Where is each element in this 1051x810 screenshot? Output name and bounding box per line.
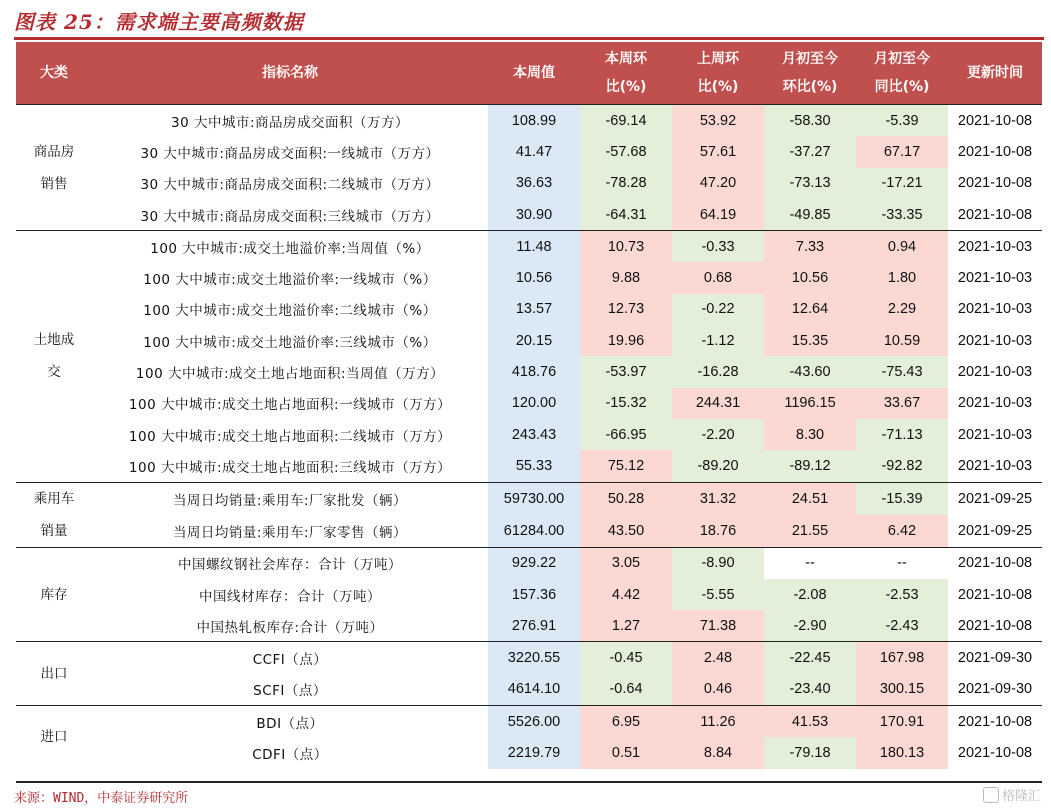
indicator-name-cell: 中国热轧板库存:合计（万吨）: [196, 619, 384, 636]
update-date-cell: 2021-10-08: [948, 547, 1042, 579]
header-mtd-yoy-line1: 月初至今: [874, 51, 930, 67]
category-cell: [16, 231, 92, 482]
update-date-cell: 2021-09-25: [948, 482, 1042, 515]
current-value-cell: 61284.00: [488, 515, 580, 548]
mtd-mom-cell: -58.30: [764, 105, 856, 137]
category-label: 乘用车: [33, 490, 75, 507]
update-date-cell: 2021-10-08: [957, 586, 1033, 603]
wow-change-cell: -69.14: [580, 105, 672, 137]
mtd-mom-cell: 21.55: [764, 515, 856, 548]
update-date-cell: 2021-10-03: [957, 395, 1033, 412]
wow-change-cell: -57.68: [580, 136, 672, 167]
current-value-cell: 36.63: [488, 168, 580, 199]
prev-week-change-cell: -89.20: [672, 450, 764, 482]
indicator-name-cell: 100 大中城市:成交土地占地面积:三线城市（万方）: [128, 459, 452, 476]
mtd-yoy-cell: 33.67: [856, 388, 948, 419]
mtd-yoy-cell: --: [856, 547, 948, 579]
mtd-mom-cell: -2.90: [764, 610, 856, 642]
mtd-yoy-cell: -71.13: [856, 419, 948, 450]
table-row: [16, 547, 1042, 579]
mtd-yoy-cell: -92.82: [856, 450, 948, 482]
indicator-name-cell: CDFI（点）: [252, 746, 328, 763]
header-wow-line2: 比(%): [605, 79, 647, 95]
indicator-name-cell: 当周日均销量:乘用车:厂家批发（辆）: [92, 482, 488, 515]
watermark-text: 格隆汇: [1001, 789, 1041, 804]
indicator-name-cell: 30 大中城市:商品房成交面积:三线城市（万方）: [140, 208, 440, 225]
current-value-cell: 243.43: [488, 419, 580, 450]
current-value-cell: 2219.79: [488, 737, 580, 768]
watermark: [983, 785, 1041, 804]
indicator-name-cell: BDI（点）: [92, 706, 488, 738]
prev-week-change-cell: 53.92: [672, 105, 764, 137]
prev-week-change-cell: 0.68: [672, 262, 764, 293]
update-date-cell: 2021-10-08: [957, 175, 1033, 192]
mtd-yoy-cell: 167.98: [856, 642, 948, 674]
update-date-cell: 2021-09-25: [957, 522, 1033, 539]
table-row: [16, 136, 1042, 167]
table-header-row: [16, 42, 1042, 105]
indicator-name-cell: 100 大中城市:成交土地溢价率:当周值（%）: [92, 231, 488, 263]
source-note: 来源：WIND，中泰证券研究所: [14, 791, 189, 806]
prev-week-change-cell: 244.31: [672, 388, 764, 419]
prev-week-change-cell: 8.84: [672, 737, 764, 768]
mtd-mom-cell: 7.33: [764, 231, 856, 263]
header-mtd-mom-line1: 月初至今: [782, 51, 838, 67]
wow-change-cell: 3.05: [580, 547, 672, 579]
header-current: 本周值: [488, 42, 580, 105]
category-label: 销量: [40, 522, 68, 539]
category-cell: [16, 706, 92, 769]
mtd-yoy-cell: 180.13: [856, 737, 948, 768]
mtd-yoy-cell: 67.17: [856, 136, 948, 167]
update-date-cell: 2021-10-08: [948, 105, 1042, 137]
wow-change-cell: 43.50: [580, 515, 672, 548]
current-value-cell: 157.36: [488, 579, 580, 610]
mtd-mom-cell: -2.08: [764, 579, 856, 610]
table-row: [16, 450, 1042, 482]
prev-week-change-cell: -8.90: [672, 547, 764, 579]
mtd-yoy-cell: -2.43: [856, 610, 948, 642]
category-cell: [16, 547, 92, 642]
current-value-cell: 929.22: [488, 547, 580, 579]
indicator-name-cell: 中国螺纹钢社会库存：合计（万吨）: [92, 547, 488, 579]
update-date-cell: 2021-10-08: [948, 706, 1042, 738]
current-value-cell: 55.33: [488, 450, 580, 482]
current-value-cell: 10.56: [488, 262, 580, 293]
table-row: [16, 579, 1042, 610]
prev-week-change-cell: -1.12: [672, 325, 764, 356]
indicator-name-cell: 30 大中城市:商品房成交面积:二线城市（万方）: [140, 177, 440, 194]
table-row: [16, 231, 1042, 263]
prev-week-change-cell: 0.46: [672, 674, 764, 706]
indicator-name-cell: 当周日均销量:乘用车:厂家零售（辆）: [172, 524, 408, 541]
wow-change-cell: -64.31: [580, 199, 672, 231]
prev-week-change-cell: 2.48: [672, 642, 764, 674]
table-row: [16, 356, 1042, 387]
mtd-mom-cell: 24.51: [764, 482, 856, 515]
wow-change-cell: 9.88: [580, 262, 672, 293]
current-value-cell: 11.48: [488, 231, 580, 263]
wow-change-cell: 1.27: [580, 610, 672, 642]
header-indicator: 指标名称: [92, 42, 488, 105]
current-value-cell: 3220.55: [488, 642, 580, 674]
mtd-mom-cell: -79.18: [764, 737, 856, 768]
current-value-cell: 13.57: [488, 294, 580, 325]
mtd-yoy-cell: 1.80: [856, 262, 948, 293]
update-date-cell: 2021-10-03: [957, 457, 1033, 474]
update-date-cell: 2021-09-30: [948, 642, 1042, 674]
header-mtd-mom: [764, 42, 856, 105]
mtd-mom-cell: -43.60: [764, 356, 856, 387]
indicator-name-cell: 30 大中城市:商品房成交面积:一线城市（万方）: [140, 145, 440, 162]
table-row: [16, 105, 1042, 137]
update-date-cell: 2021-10-03: [957, 364, 1033, 381]
mtd-mom-cell: -49.85: [764, 199, 856, 231]
header-mtd-yoy: [856, 42, 948, 105]
header-wow-line1: 本周环: [605, 51, 647, 67]
prev-week-change-cell: 18.76: [672, 515, 764, 548]
category-cell: [16, 105, 92, 231]
wow-change-cell: 4.42: [580, 579, 672, 610]
title-underline: [14, 37, 1044, 40]
category-cell: [16, 482, 92, 547]
update-date-cell: 2021-10-08: [957, 206, 1033, 223]
table-row: [16, 262, 1042, 293]
header-mtd-mom-line2: 环比(%): [782, 79, 838, 95]
wow-change-cell: 0.51: [580, 737, 672, 768]
indicator-name-cell: 100 大中城市:成交土地占地面积:当周值（万方）: [135, 366, 445, 383]
prev-week-change-cell: 64.19: [672, 199, 764, 231]
table-row: [16, 168, 1042, 199]
current-value-cell: 59730.00: [488, 482, 580, 515]
wow-change-cell: 50.28: [580, 482, 672, 515]
current-value-cell: 41.47: [488, 136, 580, 167]
mtd-mom-cell: 15.35: [764, 325, 856, 356]
mtd-yoy-cell: 2.29: [856, 294, 948, 325]
current-value-cell: 120.00: [488, 388, 580, 419]
table-row: [16, 706, 1042, 738]
prev-week-change-cell: 71.38: [672, 610, 764, 642]
prev-week-change-cell: -0.33: [672, 231, 764, 263]
table-row: [16, 325, 1042, 356]
wow-change-cell: 19.96: [580, 325, 672, 356]
prev-week-change-cell: 47.20: [672, 168, 764, 199]
update-date-cell: 2021-10-03: [957, 270, 1033, 287]
wow-change-cell: 6.95: [580, 706, 672, 738]
category-label: 交: [47, 364, 61, 381]
current-value-cell: 5526.00: [488, 706, 580, 738]
current-value-cell: 108.99: [488, 105, 580, 137]
table-row: [16, 482, 1042, 515]
category-cell: [16, 642, 92, 706]
indicator-name-cell: SCFI（点）: [253, 683, 327, 700]
table-row: [16, 515, 1042, 548]
header-wow: [580, 42, 672, 105]
table-row: [16, 388, 1042, 419]
wow-change-cell: 12.73: [580, 294, 672, 325]
prev-week-change-cell: -16.28: [672, 356, 764, 387]
update-date-cell: 2021-10-03: [957, 332, 1033, 349]
header-updated: 更新时间: [948, 42, 1042, 105]
mtd-yoy-cell: 10.59: [856, 325, 948, 356]
header-category: 大类: [16, 42, 92, 105]
update-date-cell: 2021-09-30: [957, 681, 1033, 698]
table-row: [16, 199, 1042, 231]
mtd-mom-cell: 41.53: [764, 706, 856, 738]
indicator-name-cell: 100 大中城市:成交土地溢价率:一线城市（%）: [143, 272, 437, 289]
mtd-yoy-cell: 170.91: [856, 706, 948, 738]
table-row: [16, 642, 1042, 674]
mtd-yoy-cell: -17.21: [856, 168, 948, 199]
current-value-cell: 4614.10: [488, 674, 580, 706]
mtd-mom-cell: 12.64: [764, 294, 856, 325]
current-value-cell: 30.90: [488, 199, 580, 231]
mtd-yoy-cell: -33.35: [856, 199, 948, 231]
mtd-yoy-cell: 6.42: [856, 515, 948, 548]
mtd-mom-cell: --: [764, 547, 856, 579]
mtd-yoy-cell: -75.43: [856, 356, 948, 387]
prev-week-change-cell: -0.22: [672, 294, 764, 325]
current-value-cell: 418.76: [488, 356, 580, 387]
header-prev-line2: 比(%): [697, 79, 739, 95]
high-frequency-data-table: [16, 42, 1042, 769]
mtd-yoy-cell: -15.39: [856, 482, 948, 515]
update-date-cell: 2021-10-03: [957, 426, 1033, 443]
update-date-cell: 2021-10-08: [957, 617, 1033, 634]
current-value-cell: 20.15: [488, 325, 580, 356]
wow-change-cell: -0.45: [580, 642, 672, 674]
header-prev-line1: 上周环: [697, 51, 739, 67]
indicator-name-cell: 100 大中城市:成交土地溢价率:三线城市（%）: [143, 334, 437, 351]
watermark-logo-icon: [983, 787, 999, 803]
indicator-name-cell: 100 大中城市:成交土地占地面积:二线城市（万方）: [128, 428, 452, 445]
category-label: 出口: [40, 665, 68, 682]
wow-change-cell: 10.73: [580, 231, 672, 263]
mtd-mom-cell: 10.56: [764, 262, 856, 293]
category-label: 土地成: [33, 332, 75, 349]
indicator-name-cell: 100 大中城市:成交土地占地面积:一线城市（万方）: [128, 397, 452, 414]
wow-change-cell: 75.12: [580, 450, 672, 482]
figure-title: 图表 25：需求端主要高频数据: [14, 10, 304, 34]
current-value-cell: 276.91: [488, 610, 580, 642]
prev-week-change-cell: 31.32: [672, 482, 764, 515]
table-row: [16, 610, 1042, 642]
mtd-mom-cell: -23.40: [764, 674, 856, 706]
wow-change-cell: -66.95: [580, 419, 672, 450]
header-prev: [672, 42, 764, 105]
mtd-yoy-cell: 0.94: [856, 231, 948, 263]
category-label: 商品房: [33, 143, 75, 160]
table-bottom-rule: [16, 781, 1042, 783]
header-mtd-yoy-line2: 同比(%): [874, 79, 930, 95]
wow-change-cell: -15.32: [580, 388, 672, 419]
prev-week-change-cell: -2.20: [672, 419, 764, 450]
prev-week-change-cell: 11.26: [672, 706, 764, 738]
mtd-yoy-cell: -2.53: [856, 579, 948, 610]
indicator-name-cell: CCFI（点）: [92, 642, 488, 674]
mtd-mom-cell: 1196.15: [764, 388, 856, 419]
prev-week-change-cell: -5.55: [672, 579, 764, 610]
mtd-mom-cell: 8.30: [764, 419, 856, 450]
mtd-yoy-cell: 300.15: [856, 674, 948, 706]
mtd-yoy-cell: -5.39: [856, 105, 948, 137]
wow-change-cell: -0.64: [580, 674, 672, 706]
table-row: [16, 674, 1042, 706]
mtd-mom-cell: -37.27: [764, 136, 856, 167]
indicator-name-cell: 30 大中城市:商品房成交面积（万方）: [92, 105, 488, 137]
category-label: 进口: [40, 729, 68, 746]
wow-change-cell: -78.28: [580, 168, 672, 199]
mtd-mom-cell: -22.45: [764, 642, 856, 674]
update-date-cell: 2021-10-08: [957, 143, 1033, 160]
table-row: [16, 294, 1042, 325]
update-date-cell: 2021-10-08: [957, 744, 1033, 761]
table-row: [16, 737, 1042, 768]
table-row: [16, 419, 1042, 450]
table-body: [16, 105, 1042, 769]
update-date-cell: 2021-10-03: [957, 301, 1033, 318]
indicator-name-cell: 100 大中城市:成交土地溢价率:二线城市（%）: [143, 303, 437, 320]
wow-change-cell: -53.97: [580, 356, 672, 387]
indicator-name-cell: 中国线材库存：合计（万吨）: [199, 588, 381, 605]
mtd-mom-cell: -73.13: [764, 168, 856, 199]
category-label: 销售: [40, 175, 68, 192]
update-date-cell: 2021-10-03: [948, 231, 1042, 263]
mtd-mom-cell: -89.12: [764, 450, 856, 482]
prev-week-change-cell: 57.61: [672, 136, 764, 167]
category-label: 库存: [40, 586, 68, 603]
